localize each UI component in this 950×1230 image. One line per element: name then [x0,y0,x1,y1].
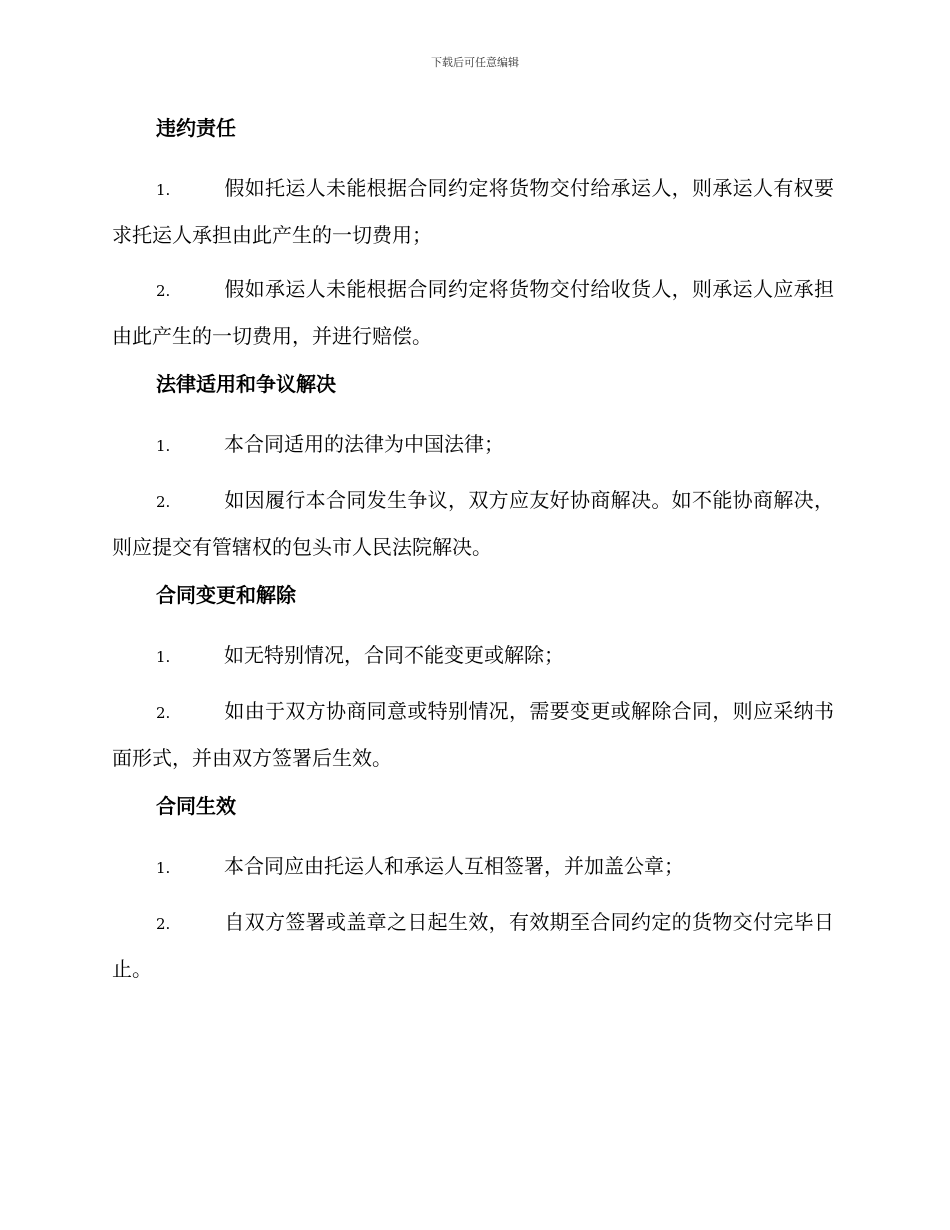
section-title: 合同生效 [156,794,236,818]
list-item [112,166,834,258]
section-title: 法律适用和争议解决 [156,372,336,396]
list-item [112,478,834,570]
section-law-disputes [112,368,834,570]
list-item [112,844,834,891]
list-item [112,422,834,469]
item-text: 如由于双方协商同意或特别情况，需要变更或解除合同，则应采纳书面形式，并由双方签署后生效。 [112,699,834,770]
item-number: 2. [156,282,171,300]
item-text: 自双方签署或盖章之日起生效，有效期至合同约定的货物交付完毕日止。 [112,910,834,981]
item-number: 1. [156,648,171,666]
item-text: 本合同应由托运人和承运人互相签署，并加盖公章； [224,854,684,878]
item-text: 假如承运人未能根据合同约定将货物交付给收货人，则承运人应承担由此产生的一切费用，并进行赔偿。 [112,277,834,348]
item-number: 1. [156,859,171,877]
item-number: 1. [156,437,171,455]
item-number: 2. [156,704,171,722]
section-title: 合同变更和解除 [156,583,296,607]
list-item [112,900,834,992]
list-item [112,633,834,680]
item-number: 2. [156,915,171,933]
item-text: 如因履行本合同发生争议，双方应友好协商解决。如不能协商解决，则应提交有管辖权的包头市人民法院解决。 [112,488,834,559]
section-title: 违约责任 [156,116,236,140]
section-breach-liability [112,112,834,359]
item-number: 2. [156,493,171,511]
item-text: 本合同适用的法律为中国法律； [224,432,504,456]
document-body [112,112,834,1001]
section-effectiveness [112,790,834,992]
item-text: 如无特别情况，合同不能变更或解除； [224,643,564,667]
section-change-termination [112,579,834,781]
page-header: 下载后可任意编辑 [431,56,519,69]
list-item [112,267,834,359]
item-number: 1. [156,181,171,199]
list-item [112,689,834,781]
item-text: 假如托运人未能根据合同约定将货物交付给承运人，则承运人有权要求托运人承担由此产生的一切费用； [112,176,834,247]
